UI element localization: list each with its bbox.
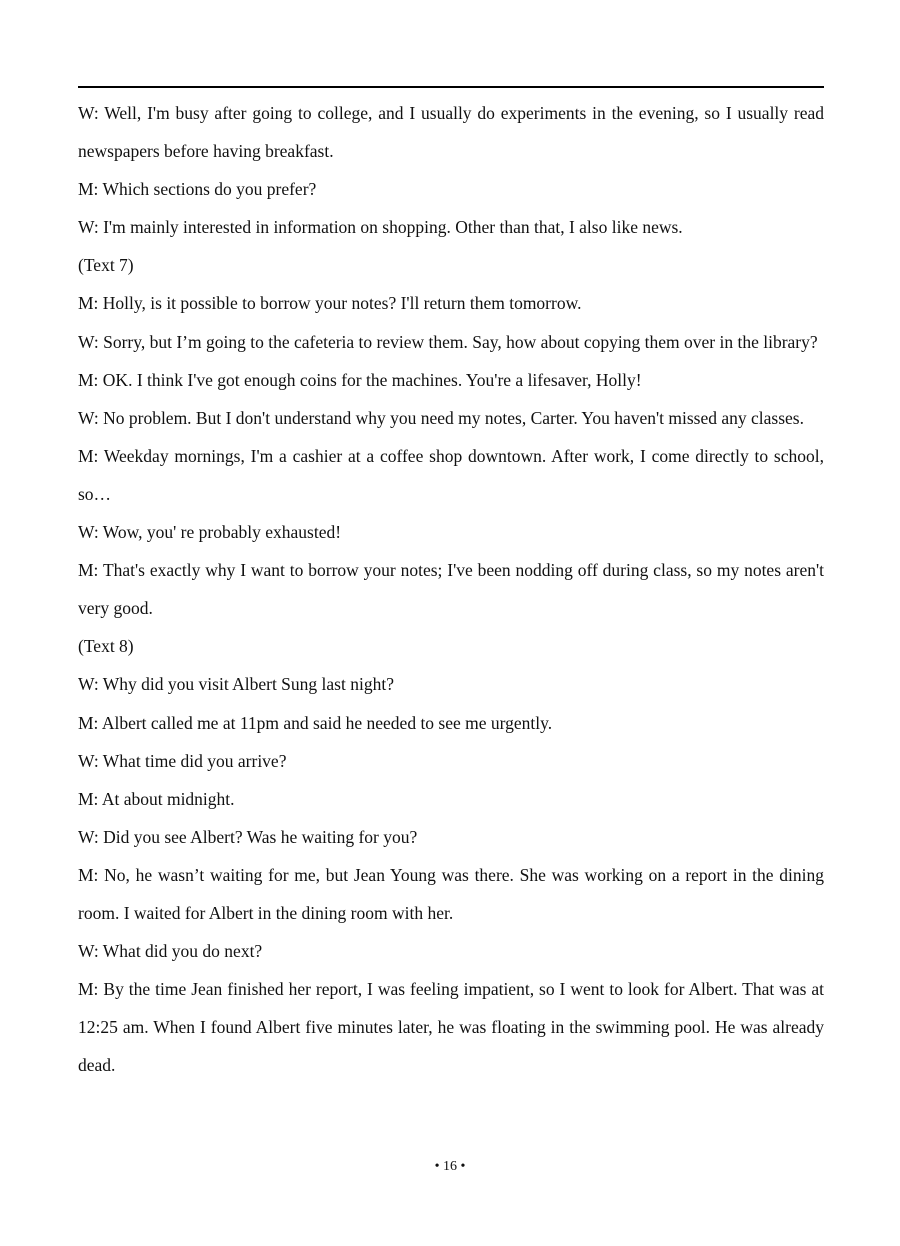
text-7-heading: (Text 7) [78,255,134,276]
dialogue-line-m-albert-called: M: Albert called me at 11pm and said he needed to see me urgently. [78,712,553,733]
dialogue-line-m-nodding-off: M: That's exactly why I want to borrow your notes; I've been nodding off during class, so my notes aren't very good. [78,560,824,619]
text-8-heading: (Text 8) [78,636,134,657]
dialogue-line-m-jean-young: M: No, he wasn’t waiting for me, but Jean Young was there. She was working on a report in the dining room. I waited for Albert in the dining room with her. [78,864,824,923]
transcript [78,94,824,1084]
document-page [78,86,824,1084]
dialogue-line-w-cafeteria: W: Sorry, but I’m going to the cafeteria to review them. Say, how about copying them over in the library? [78,331,818,352]
dialogue-line-m-which-sections: M: Which sections do you prefer? [78,179,317,200]
dialogue-line-m-coins: M: OK. I think I've got enough coins for the machines. You're a lifesaver, Holly! [78,369,642,390]
dialogue-line-w-no-problem: W: No problem. But I don't understand why you need my notes, Carter. You haven't missed any classes. [78,407,804,428]
dialogue-line-w-exhausted: W: Wow, you' re probably exhausted! [78,522,342,543]
dialogue-line-m-midnight: M: At about midnight. [78,788,235,809]
dialogue-line-m-found-albert: M: By the time Jean finished her report, I was feeling impatient, so I went to look for Albert. That was at 12:25 am. When I found Albert five minutes later, he was floating in the swimming pool. He was already dead. [78,979,824,1076]
dialogue-line-m-borrow-notes: M: Holly, is it possible to borrow your notes? I'll return them tomorrow. [78,293,582,314]
dialogue-line-w-see-albert: W: Did you see Albert? Was he waiting for you? [78,826,418,847]
dialogue-line-m-cashier: M: Weekday mornings, I'm a cashier at a coffee shop downtown. After work, I come directly to school, so… [78,445,824,504]
dialogue-line-w-shopping-news: W: I'm mainly interested in information on shopping. Other than that, I also like news. [78,217,683,238]
dialogue-line-w-what-next: W: What did you do next? [78,941,263,962]
dialogue-line-w-what-time: W: What time did you arrive? [78,750,287,771]
dialogue-line-w-why-visit: W: Why did you visit Albert Sung last night? [78,674,394,695]
dialogue-line-w-reads-newspapers: W: Well, I'm busy after going to college, and I usually do experiments in the evening, so I usually read newspapers before having breakfast. [78,103,824,162]
header-rule [78,86,824,88]
page-number: • 16 • [434,1159,466,1174]
